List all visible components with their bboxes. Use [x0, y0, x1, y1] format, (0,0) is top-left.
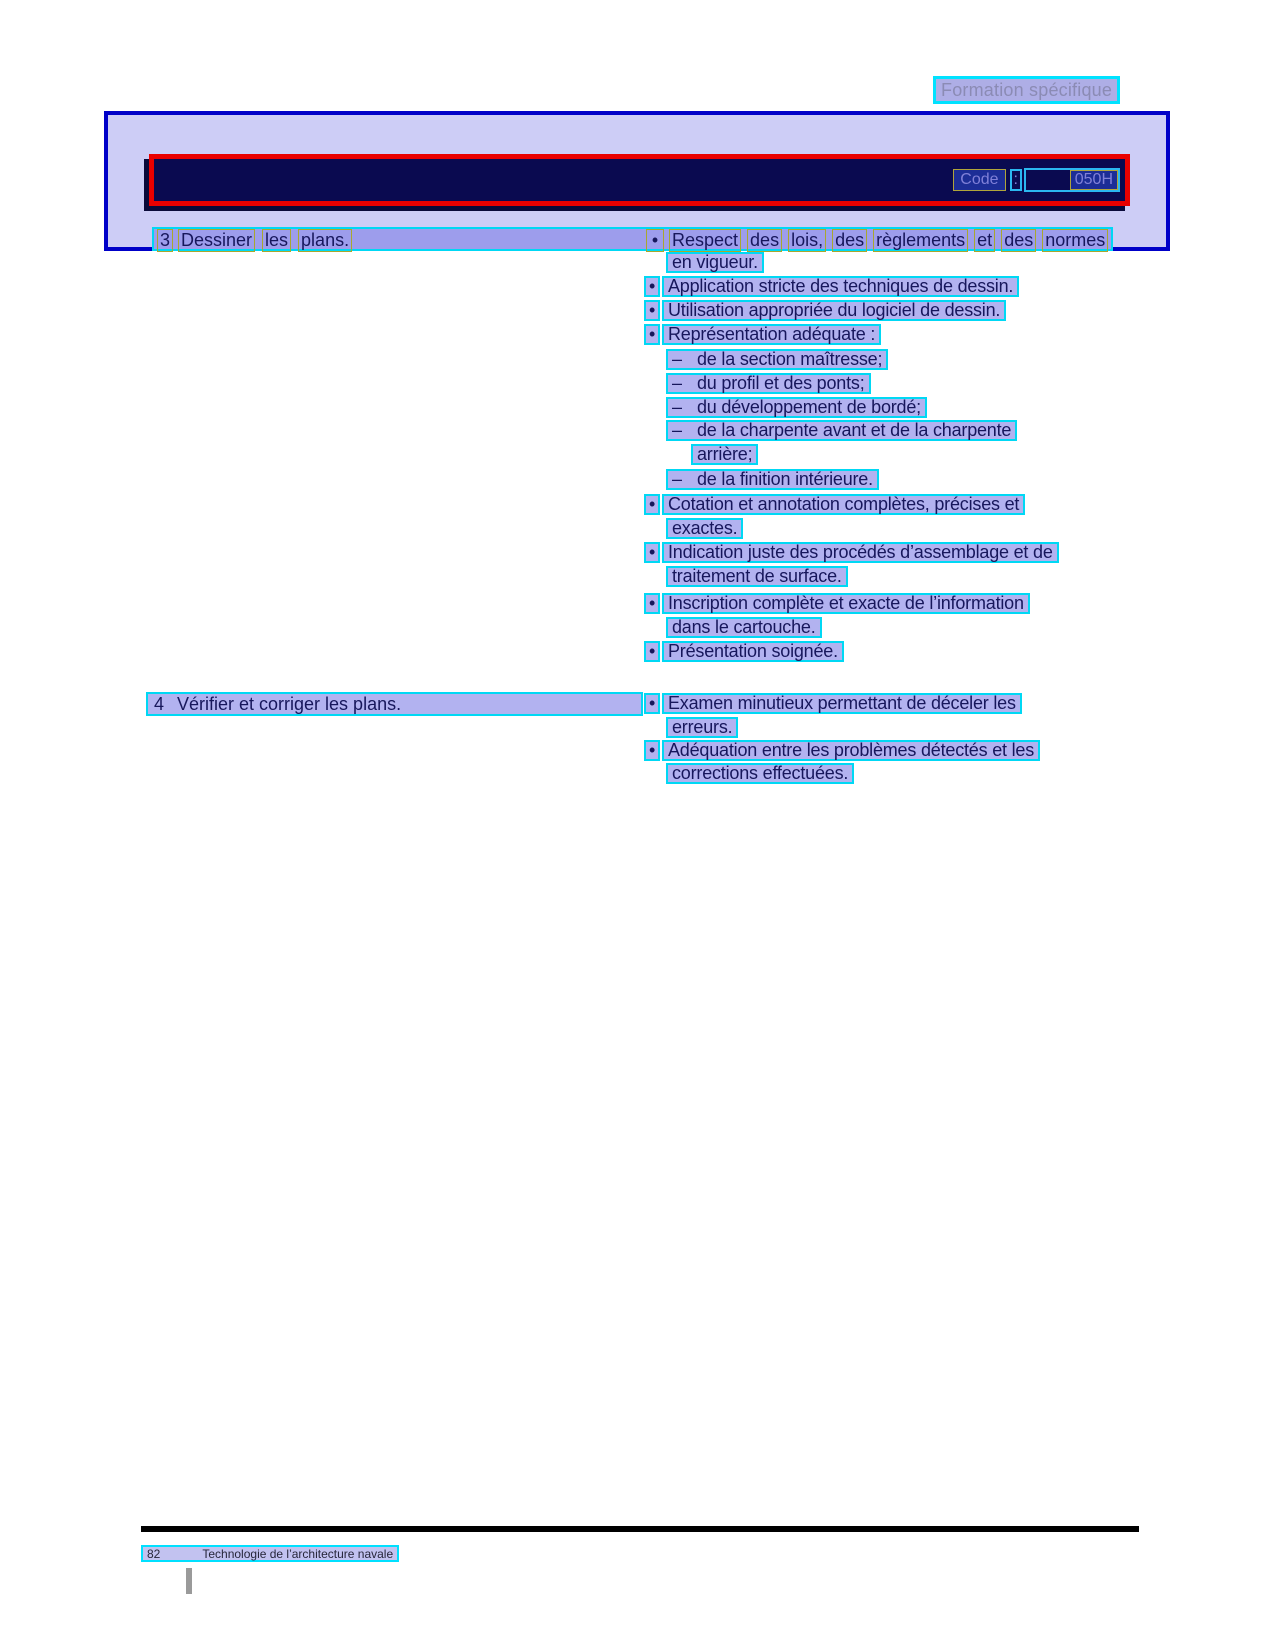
criterion-line: • Indication juste des procédés d’assemblage et de: [644, 542, 1059, 563]
row-title: Vérifier et corriger les plans.: [177, 694, 402, 714]
criterion-line: • Adéquation entre les problèmes détectés et les: [644, 740, 1040, 761]
footer: [141, 1545, 399, 1562]
criterion-subline: – du profil et des ponts;: [666, 373, 871, 394]
criterion-line: • Utilisation appropriée du logiciel de dessin.: [644, 300, 1006, 321]
document-title: Technologie de l’architecture navale: [202, 1546, 394, 1561]
criterion-line: dans le cartouche.: [666, 617, 822, 638]
criterion-first-line: Respect des lois, des règlements et des normes: [669, 229, 1108, 252]
code-value: 050H: [1070, 170, 1118, 190]
dash-icon: –: [672, 397, 682, 417]
code-colon: :: [1010, 169, 1022, 191]
criterion-line: • Présentation soignée.: [644, 641, 844, 662]
bullet-icon: •: [644, 276, 660, 297]
criterion-line: • Cotation et annotation complètes, précises et: [644, 494, 1025, 515]
bullet-icon: •: [644, 641, 660, 662]
page-number: 82: [147, 1546, 161, 1561]
criterion-line: traitement de surface.: [666, 566, 848, 587]
section-label: Formation spécifique: [933, 76, 1120, 104]
dash-icon: –: [672, 373, 682, 393]
dash-icon: –: [672, 469, 682, 489]
dash-icon: –: [672, 420, 682, 440]
text-cursor: [186, 1568, 192, 1594]
criterion-line: • Représentation adéquate :: [644, 324, 881, 345]
bullet-icon: •: [644, 542, 660, 563]
row-number: 3: [157, 229, 173, 252]
course-title-banner: [149, 154, 1130, 206]
criterion-line: exactes.: [666, 518, 743, 539]
criterion-subline: – de la finition intérieure.: [666, 469, 879, 490]
criterion-line: • Application stricte des techniques de dessin.: [644, 276, 1019, 297]
bullet-icon: •: [644, 324, 660, 345]
table-row-3-first-line: [152, 227, 1113, 251]
code-label: Code: [953, 169, 1005, 191]
bullet-icon: •: [646, 229, 664, 252]
bullet-icon: •: [644, 593, 660, 614]
code-value-box: [1024, 168, 1120, 192]
row-title: Dessiner les plans.: [178, 229, 352, 252]
footer-rule: [141, 1526, 1139, 1532]
criterion-line: en vigueur.: [666, 252, 764, 273]
bullet-icon: •: [644, 494, 660, 515]
dash-icon: –: [672, 349, 682, 369]
criterion-line: • Inscription complète et exacte de l’information: [644, 593, 1030, 614]
criterion-subline: – de la charpente avant et de la charpente: [666, 420, 1017, 441]
bullet-icon: •: [644, 693, 660, 714]
row-number: 4: [154, 694, 165, 714]
criterion-line: corrections effectuées.: [666, 763, 854, 784]
course-code-group: [953, 168, 1120, 192]
bullet-icon: •: [644, 300, 660, 321]
criterion-subline: – du développement de bordé;: [666, 397, 927, 418]
criterion-line: • Examen minutieux permettant de déceler les: [644, 693, 1022, 714]
table-row-4-title: [146, 692, 643, 716]
bullet-icon: •: [644, 740, 660, 761]
criterion-line: arrière;: [691, 444, 758, 465]
criterion-subline: – de la section maîtresse;: [666, 349, 888, 370]
criterion-line: erreurs.: [666, 717, 738, 738]
